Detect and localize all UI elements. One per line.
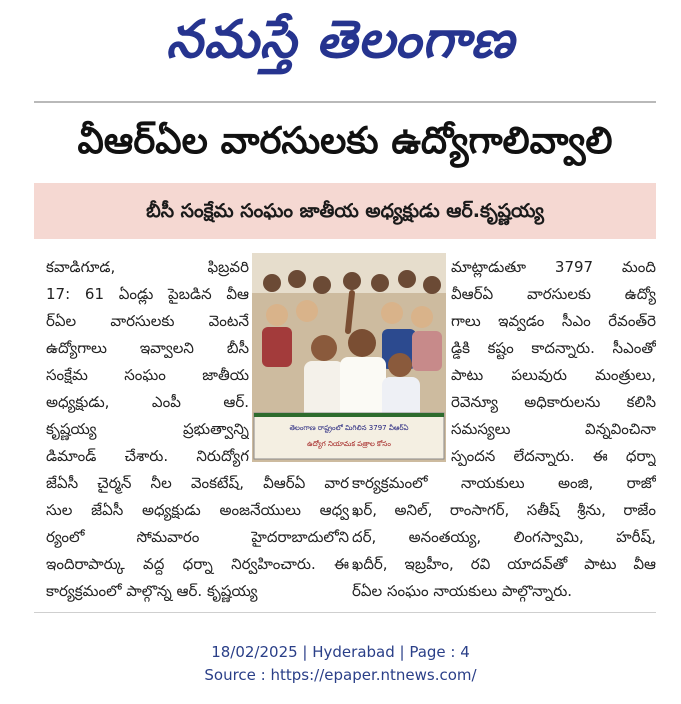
article-line: ఇందిరాపార్కు వద్ద ధర్నా నిర్వహించారు. ఈ [46,555,349,573]
article-line: జేఏసీ చైర్మన్ నీల వెంకటేష్, వీఆర్ఏ వార [46,474,349,492]
article-kicker: బీసీ సంక్షేమ సంఘం జాతీయ అధ్యక్షుడు ఆర్.కృష్ణయ్య [34,183,656,239]
news-clipping [34,101,656,613]
article-line: వీఆర్ఏ వారసులకు ఉద్యో [451,285,656,303]
article-line: ఖదీర్, ఇబ్రహీం, రవి యాదవ్‌తో పాటు వీఆ [352,555,656,573]
article-line: కార్యక్రమంలో పాల్గొన్న ఆర్. కృష్ణయ్య [46,582,258,600]
newspaper-masthead: నమస్తే తెలంగాణ [166,10,515,70]
article-headline: వీఆర్ఏల వారసులకు ఉద్యోగాలివ్వాలి [77,119,613,162]
article-line: ఉద్యోగాలు ఇవ్వాలని బీసీ [46,339,249,357]
article-column-right [451,254,656,470]
article-line: రెవెన్యూ అధికారులను కలిసి [451,393,656,411]
article-line: గాలు ఇవ్వడం సీఎం రేవంత్‌రె [451,312,656,330]
article-line: మాట్లాడుతూ 3797 మంది [451,258,656,276]
source-line: Source : https://epaper.ntnews.com/ [204,666,477,684]
article-line: ర్యంలో సోమవారం హైదరాబాదులోని [46,528,349,546]
article-line: డ్డికి కష్టం కాదన్నారు. సీఎంతో [451,339,656,357]
article-line: సమస్యలు విన్నవించినా [451,420,656,438]
banner-text-1: తెలంగాణ రాష్ట్రంలో మిగిలిన 3797 వీఆర్ఏ [289,424,409,432]
article-line: ఖర్, అనిల్, రాంసాగర్, సతీష్ శ్రీను, రాజేం [352,501,656,519]
article-column-bottom-right [352,470,656,605]
article-column-left-wide [46,470,349,605]
article-line: ర్ఏల సంఘం నాయకులు పాల్గొన్నారు. [352,582,573,600]
article-column-left [46,254,249,470]
banner-text-2: ఉద్యోగ నియామక పత్రాల కోసం [307,440,391,448]
protest-photo-illustration [252,253,446,462]
dharna-photo [252,253,446,462]
date-page-line: 18/02/2025 | Hyderabad | Page : 4 [211,643,470,661]
article-line: పాటు పలువురు మంత్రులు, [451,366,656,384]
article-line: కృష్ణయ్య ప్రభుత్వాన్ని [46,420,249,438]
article-line: ర్ఏల వారసులకు వెంటనే [46,312,249,330]
article-line: దర్, అనంతయ్య, లింగస్వామి, హరీష్, [352,528,656,546]
article-line: అధ్యక్షుడు, ఎంపీ ఆర్. [46,393,249,411]
article-line: స్పందన లేదన్నారు. ఈ ధర్నా [451,447,656,465]
article-line: కవాడిగూడ, ఫిబ్రవరి [46,258,249,276]
article-line: కార్యక్రమంలో నాయకులు అంజి, రాజో [352,474,656,492]
article-line: సుల జేఏసీ అధ్యక్షుడు అంజనేయులు ఆధ్వ [46,501,349,519]
article-line: సంక్షేమ సంఘం జాతీయ [46,366,249,384]
article-line: డిమాండ్ చేశారు. నిరుద్యోగ [46,447,249,465]
article-line: 17: 61 ఏండ్లు పైబడిన వీఆ [46,285,249,303]
